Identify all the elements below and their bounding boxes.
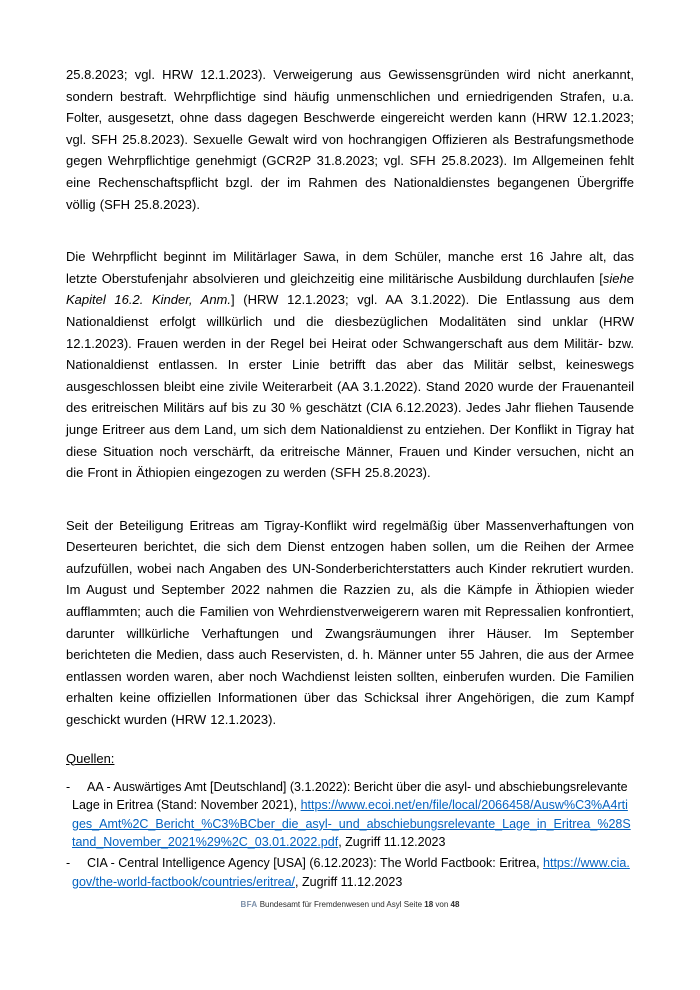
- source-citation-text: CIA - Central Intelligence Agency [USA] (6.12.2023): The World Factbook: Eritrea,: [87, 856, 544, 870]
- footer-page-number: 18: [424, 900, 434, 909]
- source-item-aa: [66, 778, 634, 852]
- footer-page-info: [404, 900, 460, 909]
- list-dash-bullet: -: [66, 779, 71, 794]
- source-item-cia: [66, 854, 634, 891]
- source-link-cia-factbook[interactable]: https://www.cia.gov/the-world-factbook/countries/eritrea/: [72, 856, 630, 889]
- page-footer: [0, 899, 700, 910]
- sources-heading: Quellen:: [66, 750, 115, 766]
- footer-page-total: 48: [450, 900, 460, 909]
- paragraph-tigray-mass-arrests: Seit der Beteiligung Eritreas am Tigray-Konflikt wird regelmäßig über Massenverhaftungen von Deserteuren berichtet, die sich dem Dienst entzogen haben sollen, um die Reihen der Armee aufzufüllen, wobei nach Angaben des UN-Sonderberichterstatters auch Kinder rekrutiert wurden. Im August und September 2022 nahmen die Razzien zu, als die Kämpfe in Äthiopien wieder aufflammten; auch die Familien von Wehrdienstverweigerern waren mit Repressalien konfrontiert, darunter willkürliche Verhaftungen und Zwangsräumungen ihrer Häuser. Im September berichteten die Medien, dass auch Reservisten, d. h. Männer unter 55 Jahren, die aus der Armee entlassen worden waren, aber noch Wachdienst leisten sollten, einberufen wurden. Die Familien erhalten keine offiziellen Informationen über das Schicksal ihrer Angehörigen, die zum Kampf geschickt wurden (HRW 12.1.2023).: [66, 517, 634, 728]
- bfa-logo: BFA: [240, 900, 258, 909]
- footer-of-label: von: [435, 900, 449, 909]
- chapter-reference-italic: siehe Kapitel 16.2. Kinder, Anm.: [66, 270, 634, 308]
- page-content: [66, 64, 634, 893]
- paragraph-sawa-military-training: [66, 246, 634, 484]
- footer-org-name: Bundesamt für Fremdenwesen und Asyl: [259, 900, 402, 909]
- source-access-date: , Zugriff 11.12.2023: [295, 874, 403, 889]
- source-list: [66, 778, 634, 892]
- list-dash-bullet: -: [66, 856, 71, 870]
- source-link-ecoi[interactable]: https://www.ecoi.net/en/file/local/2066458/Ausw%C3%A4rtiges_Amt%2C_Bericht_%C3%BCber_die_asyl-_und_abschiebungsrelevante_Lage_in_Eritrea_%28Stand_November_2021%29%2C_03.01.2022.pdf: [72, 798, 631, 850]
- footer-page-label: Seite: [403, 900, 423, 909]
- source-citation-text: AA - Auswärtiges Amt [Deutschland] (3.1.2022): Bericht über die asyl- und abschiebungsrelevante Lage in Eritrea (Stand: November 2021),: [72, 779, 628, 813]
- source-access-date: , Zugriff 11.12.2023: [338, 835, 446, 850]
- paragraph-conscription-punishments: 25.8.2023; vgl. HRW 12.1.2023). Verweigerung aus Gewissensgründen wird nicht anerkannt, sondern bestraft. Wehrpflichtige sind häufig unmenschlichen und erniedrigenden Strafen, u.a. Folter, ausgesetzt, ohne dass dagegen Beschwerde eingereicht werden kann (HRW 12.1.2023; vgl. SFH 25.8.2023). Sexuelle Gewalt wird von hochrangigen Offizieren als Bestrafungsmethode gegen Wehrpflichtige genehmigt (GCR2P 31.8.2023; vgl. SFH 25.8.2023). Im Allgemeinen fehlt eine Rechenschaftspflicht bzgl. der im Rahmen des Nationaldienstes begangenen Übergriffe völlig (SFH 25.8.2023).: [66, 67, 634, 212]
- paragraph-text-after-italic: ] (HRW 12.1.2023; vgl. AA 3.1.2022). Die Entlassung aus dem Nationaldienst erfolgt willkürlich und die diesbezüglichen Modalitäten sind unklar (HRW 12.1.2023). Frauen werden in der Regel bei Heirat oder Schwangerschaft aus dem Militär- bzw. Nationaldienst entlassen. In erster Linie betrifft das aber das Militär selbst, keineswegs ausgeschlossen bleibt eine zivile Weiterarbeit (AA 3.1.2022). Stand 2020 wurde der Frauenanteil des eritreischen Militärs auf bis zu 30 % geschätzt (CIA 6.12.2023). Jedes Jahr fliehen Tausende junge Eritreer aus dem Land, um sich dem Nationaldienst zu entziehen. Der Konflikt in Tigray hat diese Situation noch verschärft, da eritreische Männer, Frauen und Kinder versuchen, nicht an die Front in Äthiopien eingezogen zu werden (SFH 25.8.2023).: [66, 292, 634, 481]
- paragraph-text-before-italic: Die Wehrpflicht beginnt im Militärlager Sawa, in dem Schüler, manche erst 16 Jahre alt, das letzte Oberstufenjahr absolvieren und gleichzeitig eine militärische Ausbildung durchlaufen [: [66, 249, 634, 286]
